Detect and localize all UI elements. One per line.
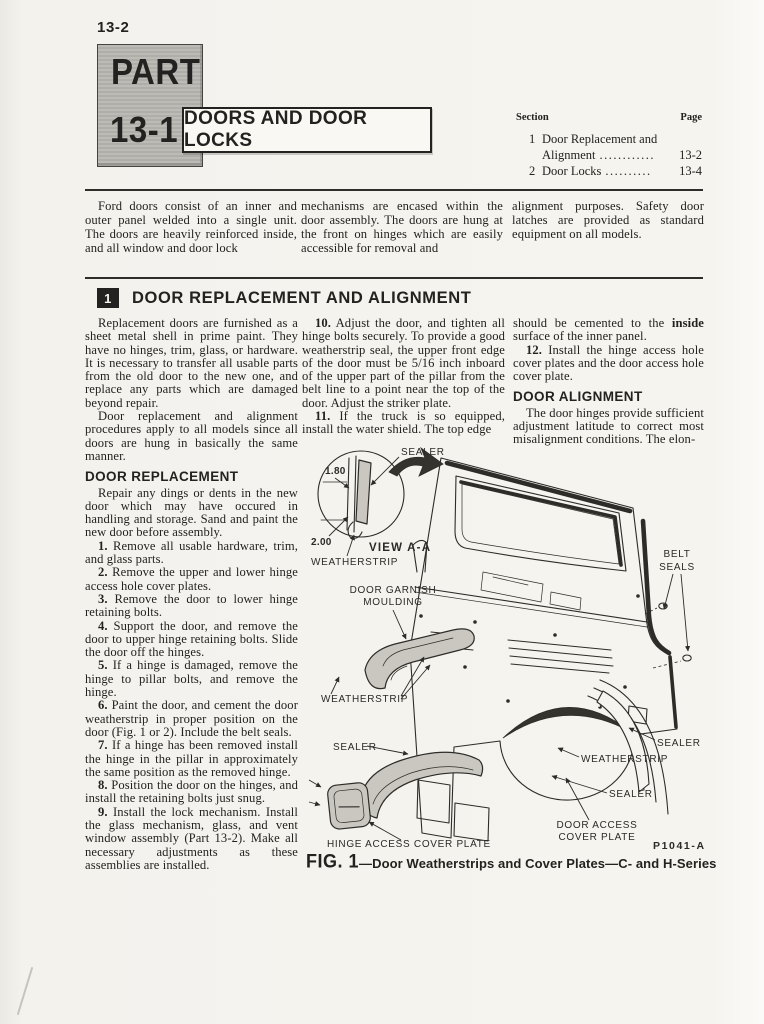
- step-item: [302, 410, 505, 437]
- step-number: 5.: [98, 658, 108, 673]
- step-item: [85, 593, 298, 620]
- toc-row: [516, 163, 702, 179]
- figure-1-illustration: [303, 444, 761, 854]
- body-column-middle: [302, 317, 505, 437]
- intro-column-2: [301, 200, 503, 256]
- fig-label-weatherstrip-right: WEATHERSTRIP: [581, 754, 669, 765]
- step-number: 11.: [315, 409, 331, 424]
- step-item: [85, 566, 298, 593]
- step-number: 4.: [98, 618, 108, 633]
- step-text: Install the hinge access hole cover plates and the door access hole cover plate.: [513, 342, 704, 384]
- pencil-mark: [17, 967, 34, 1015]
- step-item: [85, 659, 298, 699]
- fig-label-view-a-a: VIEW A-A: [369, 542, 432, 554]
- horizontal-rule: [85, 189, 703, 191]
- paragraph-text: surface of the inner panel.: [513, 329, 647, 344]
- section-heading: [97, 288, 471, 308]
- step-text: Adjust the door, and tighten all hinge bolts securely. To provide a good weatherstrip seal, the upper front edge of the door must be 5/16 inch inboard of the upper part of the pillar from the belt line to a point near the top of the door. Adjust the striker plate.: [302, 316, 505, 410]
- fig-label-weatherstrip-upper: WEATHERSTRIP: [311, 557, 399, 568]
- figure-caption-number: FIG. 1: [306, 850, 360, 872]
- intro-column-3: [512, 200, 704, 242]
- step-number: 7.: [98, 738, 108, 753]
- paragraph-text: should be cemented to the: [513, 316, 672, 330]
- fig-label-sealer-right: SEALER: [657, 738, 701, 749]
- step-text: Remove the upper and lower hinge access hole cover plates.: [85, 565, 299, 593]
- fig-label-door-garnish: DOOR GARNISH: [349, 585, 437, 596]
- step-text: Paint the door, and cement the door weatherstrip in proper position on the door (Fig. 1 or 2). Include the belt seals.: [85, 698, 298, 739]
- part-number: 13-1: [110, 109, 179, 150]
- fig-part-code: P1041-A: [653, 840, 706, 852]
- table-of-contents: [516, 110, 702, 179]
- step-text: If the truck is so equipped, install the water shield. The top edge: [302, 409, 505, 437]
- fig-dimension-bottom: 2.00: [311, 537, 332, 548]
- step-number: 10.: [315, 316, 332, 330]
- step-item: [85, 699, 298, 739]
- horizontal-rule: [85, 277, 703, 279]
- figure-caption-text: —Door Weatherstrips and Cover Plates—C- and H-Series: [359, 856, 717, 871]
- step-number: 9.: [98, 804, 108, 819]
- step-text: If a hinge has been removed install the hinge in the pillar in approximately the same position as the removed hinge.: [85, 738, 298, 779]
- inset-detail-circle: [318, 451, 404, 538]
- fig-label-door-access: DOOR ACCESS: [556, 820, 638, 831]
- step-text: Remove all usable hardware, trim, and glass parts.: [85, 538, 298, 567]
- intro-column-1: [85, 200, 297, 256]
- fig-label-sealer-lower: SEALER: [609, 789, 653, 800]
- chapter-title: DOORS AND DOOR LOCKS: [184, 108, 368, 151]
- subsection-heading: DOOR ALIGNMENT: [513, 389, 643, 405]
- step-number: 8.: [98, 778, 108, 793]
- step-text: Position the door on the hinges, and install the retaining bolts just snug.: [85, 778, 299, 806]
- step-number: 2.: [98, 565, 108, 580]
- step-text: Install the lock mechanism. Install the glass mechanism, glass, and vent window assembly (Part 13-2). Make all necessary adjustments as these assemblies are installed.: [85, 804, 298, 872]
- intro-paragraph: Ford doors consist of an inner and outer panel welded into a single unit. The doors are heavily reinforced inside, and all window and door lock: [85, 199, 297, 255]
- step-item: [85, 620, 298, 660]
- section-title: DOOR REPLACEMENT AND ALIGNMENT: [132, 288, 472, 307]
- intro-paragraph: alignment purposes. Safety door latches are provided as standard equipment on all models.: [512, 199, 704, 241]
- toc-entry-text: Alignment: [542, 148, 596, 162]
- paragraph: Replacement doors are furnished as a sheet metal shell in prime paint. They have no hinges, trim, glass, or hardware. It is necessary to transfer all usable parts from the old door to the new one, and replace any parts which are damaged beyond repair.: [85, 316, 298, 410]
- toc-entry-page: 13-2: [679, 148, 702, 162]
- fig-label-hinge-access-cover-plate: HINGE ACCESS COVER PLATE: [327, 839, 491, 850]
- toc-entry-text: Door Locks: [542, 164, 602, 178]
- part-label: PART: [111, 51, 201, 92]
- intro-paragraph: mechanisms are encased within the door assembly. The doors are hung at the front on hinges which are easily accessible for removal and: [301, 199, 503, 255]
- chapter-title-box: [182, 107, 432, 153]
- subsection-heading: DOOR REPLACEMENT: [85, 469, 239, 485]
- step-number: 1.: [98, 538, 108, 553]
- step-text: Support the door, and remove the door to upper hinge retaining bolts. Slide the door off the hinges.: [85, 618, 298, 660]
- step-number: 3.: [98, 591, 108, 606]
- fig-label-cover-plate: COVER PLATE: [558, 832, 636, 843]
- weatherstrip-piece: [361, 752, 483, 818]
- paragraph: Repair any dings or dents in the new door which may have occured in handling and storage. Sand and paint the new door before assembly.: [85, 485, 298, 540]
- toc-entry-text: Door Replacement and: [542, 132, 658, 146]
- toc-row: [516, 147, 702, 163]
- toc-entry-number: 2: [529, 164, 536, 178]
- fig-label-sealer-top: SEALER: [401, 447, 445, 458]
- toc-section-header: Section: [516, 112, 549, 123]
- toc-header: [516, 110, 702, 126]
- fig-label-sealer-left: SEALER: [333, 742, 377, 753]
- fig-dimension-top: 1.80: [325, 466, 346, 477]
- figure-caption: [306, 852, 746, 873]
- step-item: [513, 344, 704, 384]
- section-number-badge: 1: [97, 288, 119, 308]
- fig-label-weatherstrip-mid: WEATHERSTRIP: [321, 694, 409, 705]
- body-column-right: [513, 317, 704, 447]
- step-item: [85, 806, 298, 872]
- paragraph: Door replacement and alignment procedures apply to all models since all doors are hung in basically the same manner.: [85, 409, 298, 463]
- toc-page-header: Page: [680, 112, 702, 123]
- step-text: Remove the door to lower hinge retaining bolts.: [85, 591, 298, 620]
- toc-row: [516, 131, 702, 147]
- garnish-moulding: [365, 629, 474, 689]
- door-access-cover-plate: [597, 691, 649, 792]
- step-number: 12.: [526, 342, 543, 357]
- toc-dot-leader: ..........: [605, 164, 652, 178]
- toc-entry-number: 1: [529, 132, 536, 146]
- body-column-left: [85, 317, 298, 872]
- paragraph: [513, 317, 704, 344]
- emphasis-word: inside: [671, 316, 704, 330]
- step-item: [85, 739, 298, 779]
- page-number: 13-2: [97, 19, 130, 36]
- step-item: [85, 779, 298, 806]
- hinge-access-cover-plate: [327, 782, 371, 830]
- step-item: [302, 317, 505, 410]
- fig-label-seals: SEALS: [659, 562, 695, 573]
- toc-entry-page: 13-4: [679, 164, 702, 178]
- step-item: [85, 540, 298, 567]
- toc-dot-leader: ............: [599, 148, 655, 162]
- step-number: 6.: [98, 698, 108, 713]
- step-text: If a hinge is damaged, remove the hinge to pillar bolts, and remove the hinge.: [85, 658, 298, 700]
- fig-label-belt: BELT: [663, 549, 691, 560]
- fig-label-moulding: MOULDING: [363, 597, 423, 608]
- paragraph: The door hinges provide sufficient adjustment latitude to correct most misalignment conditions. The elon-: [513, 405, 704, 447]
